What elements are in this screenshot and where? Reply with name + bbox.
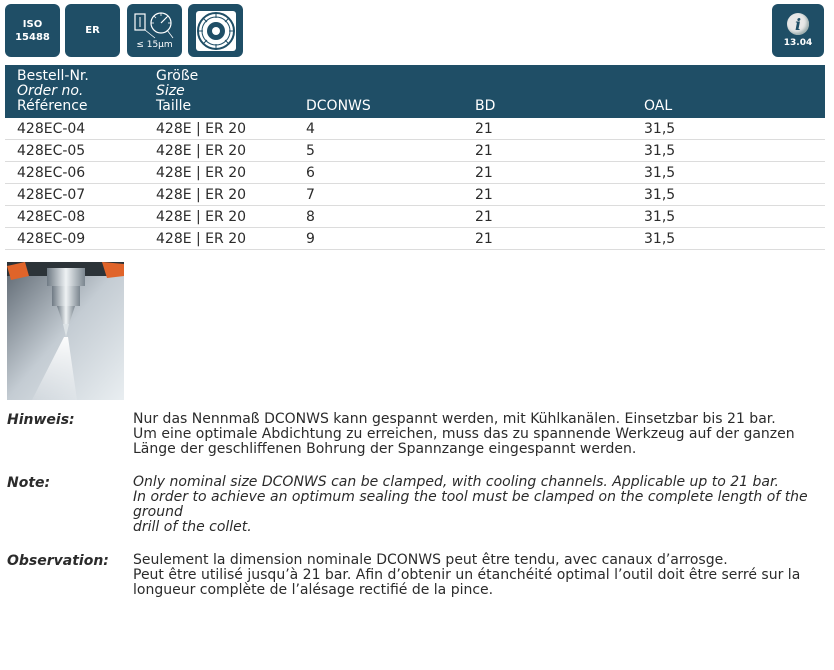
tolerance-badge (127, 4, 182, 57)
table-row (5, 162, 825, 184)
cell-bd: 21 (463, 162, 632, 184)
note-line: Länge der geschliffenen Bohrung der Spannzange eingespannt werden. (133, 441, 637, 457)
er-badge (65, 4, 120, 57)
note-line: Only nominal size DCONWS can be clamped, with cooling channels. Applicable up to 21 bar. (133, 474, 779, 490)
coolant-spray-illustration (7, 262, 124, 400)
cell-dconws: 9 (294, 228, 463, 250)
note-text (133, 475, 827, 535)
header-order-no-en: Order no. (17, 83, 84, 99)
cell-dconws: 4 (294, 118, 463, 140)
tolerance-gauge-icon (133, 11, 177, 39)
table-row (5, 118, 825, 140)
cell-oal: 31,5 (632, 140, 825, 162)
cell-oal: 31,5 (632, 206, 825, 228)
note-line: In order to achieve an optimum sealing the tool must be clamped on the complete length of the ground (133, 489, 808, 520)
er-label: ER (85, 25, 100, 36)
iso-15488-badge (5, 4, 60, 57)
cell-dconws: 8 (294, 206, 463, 228)
table-row (5, 184, 825, 206)
note-line: drill of the collet. (133, 519, 252, 535)
note-line: Um eine optimale Abdichtung zu erreichen, muss das zu spannende Werkzeug auf der ganzen (133, 426, 795, 442)
header-size-de: Größe (156, 68, 199, 84)
note-german (7, 412, 827, 457)
header-size-fr: Taille (156, 98, 192, 114)
cell-dconws: 7 (294, 184, 463, 206)
table-row (5, 140, 825, 162)
header-size-en: Size (156, 83, 185, 99)
iso-number: 15488 (15, 31, 50, 43)
table-row (5, 228, 825, 250)
header-order-no (5, 65, 144, 118)
product-table (5, 65, 825, 250)
cell-dconws: 5 (294, 140, 463, 162)
cell-size: 428E | ER 20 (144, 228, 294, 250)
table-row (5, 206, 825, 228)
collet-badge (188, 4, 243, 57)
cell-oal: 31,5 (632, 184, 825, 206)
note-text (133, 412, 827, 457)
cell-size: 428E | ER 20 (144, 162, 294, 184)
table-header-row (5, 65, 825, 118)
info-icon: i (787, 13, 809, 35)
cell-order-no: 428EC-05 (5, 140, 144, 162)
note-line: Nur das Nennmaß DCONWS kann gespannt werden, mit Kühlkanälen. Einsetzbar bis 21 bar. (133, 411, 776, 427)
cell-bd: 21 (463, 184, 632, 206)
note-label: Hinweis: (7, 412, 75, 428)
cell-dconws: 6 (294, 162, 463, 184)
header-order-no-de: Bestell-Nr. (17, 68, 89, 84)
collet-icon (193, 8, 239, 54)
iso-label: ISO (22, 18, 43, 30)
note-french (7, 553, 827, 598)
header-dconws: DCONWS (294, 65, 463, 118)
cell-bd: 21 (463, 206, 632, 228)
cell-oal: 31,5 (632, 162, 825, 184)
cell-oal: 31,5 (632, 118, 825, 140)
header-bd: BD (463, 65, 632, 118)
cell-order-no: 428EC-04 (5, 118, 144, 140)
note-label: Observation: (7, 553, 109, 569)
note-label: Note: (7, 475, 51, 491)
note-line: Seulement la dimension nominale DCONWS peut être tendu, avec canaux d’arrosge. (133, 552, 728, 568)
note-line: longueur complète de l’alésage rectifié de la pince. (133, 582, 494, 598)
info-page-number: 13.04 (783, 38, 813, 48)
note-english (7, 475, 827, 535)
notes-section (7, 412, 827, 616)
product-photo (7, 262, 124, 400)
cell-order-no: 428EC-06 (5, 162, 144, 184)
note-line: Peut être utilisé jusqu’à 21 bar. Afin d’obtenir un étanchéité optimal l’outil doit être serré sur la (133, 567, 801, 583)
cell-size: 428E | ER 20 (144, 140, 294, 162)
cell-order-no: 428EC-07 (5, 184, 144, 206)
cell-size: 428E | ER 20 (144, 118, 294, 140)
header-size (144, 65, 294, 118)
cell-bd: 21 (463, 118, 632, 140)
header-order-no-fr: Référence (17, 98, 88, 114)
tolerance-value: ≤ 15µm (136, 40, 173, 50)
cell-size: 428E | ER 20 (144, 184, 294, 206)
info-badge[interactable] (772, 4, 824, 57)
cell-order-no: 428EC-08 (5, 206, 144, 228)
cell-order-no: 428EC-09 (5, 228, 144, 250)
note-text (133, 553, 827, 598)
header-oal: OAL (632, 65, 825, 118)
cell-bd: 21 (463, 140, 632, 162)
cell-size: 428E | ER 20 (144, 206, 294, 228)
cell-oal: 31,5 (632, 228, 825, 250)
cell-bd: 21 (463, 228, 632, 250)
